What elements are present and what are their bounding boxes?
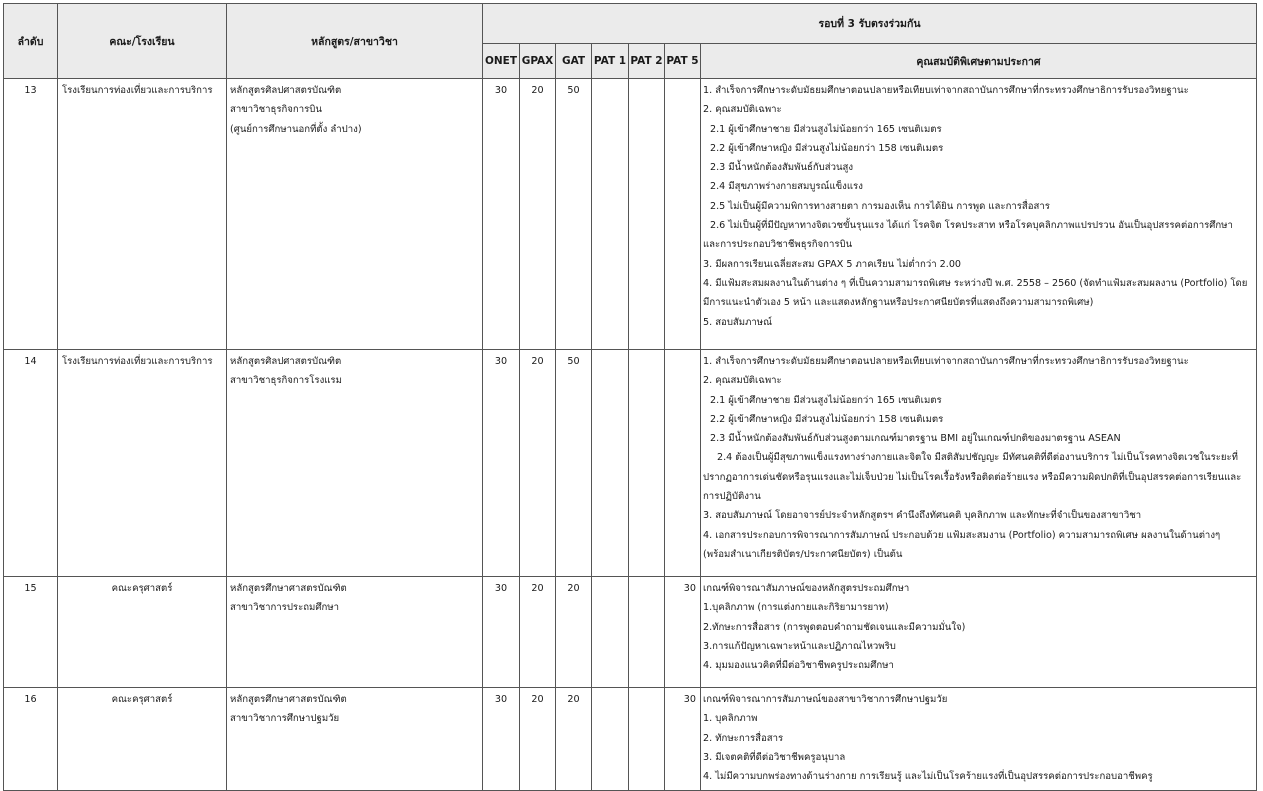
qualification-line: 2.6 ไม่เป็นผู้ที่มีปัญหาทางจิตเวชขั้นรุนแรง ได้แก่ โรคจิต โรคประสาท หรือโรคบุคลิกภาพแปรปรวน อันเป็นอุปสรรคต่อการศึกษาและการประกอบวิชาชีพธุรกิจการบิน xyxy=(703,220,1233,251)
score-gpax: 20 xyxy=(520,350,556,577)
score-pat5: 30 xyxy=(665,577,701,688)
score-gpax: 20 xyxy=(520,79,556,350)
table-row xyxy=(4,350,1257,577)
qualification-line: 4. ไม่มีความบกพร่องทางด้านร่างกาย การเรียนรู้ และไม่เป็นโรคร้ายแรงที่เป็นอุปสรรคต่อการประกอบอาชีพครู xyxy=(703,771,1153,783)
qualification-line: 2.5 ไม่เป็นผู้มีความพิการทางสายตา การมองเห็น การได้ยิน การพูด และการสื่อสาร xyxy=(710,200,1050,212)
row-qualifications xyxy=(701,350,1257,577)
score-gat: 20 xyxy=(556,688,592,791)
score-pat5 xyxy=(665,79,701,350)
header-program: หลักสูตร/สาขาวิชา xyxy=(227,4,483,79)
table-row xyxy=(4,688,1257,791)
program-line: สาขาวิชาธุรกิจการโรงแรม xyxy=(230,375,342,387)
row-qualifications xyxy=(701,79,1257,350)
qualification-line: 2.2 ผู้เข้าศึกษาหญิง มีส่วนสูงไม่น้อยกว่า 158 เซนติเมตร xyxy=(710,413,944,425)
row-program xyxy=(227,577,483,688)
program-line: หลักสูตรศิลปศาสตรบัณฑิต xyxy=(230,85,342,96)
program-line: หลักสูตรศิลปศาสตรบัณฑิต xyxy=(230,356,342,367)
qualification-line: 3. มีผลการเรียนเฉลี่ยสะสม GPAX 5 ภาคเรียน ไม่ต่ำกว่า 2.00 xyxy=(703,258,962,270)
qualification-line: 2.ทักษะการสื่อสาร (การพูดตอบคำถามชัดเจนและมีความมั่นใจ) xyxy=(703,621,966,633)
qualification-line: 2.3 มีน้ำหนักต้องสัมพันธ์กับส่วนสูง xyxy=(710,162,854,174)
score-onet: 30 xyxy=(483,577,520,688)
qualification-line: 3. มีเจตคติที่ดีต่อวิชาชีพครูอนุบาล xyxy=(703,751,846,763)
header-faculty: คณะ/โรงเรียน xyxy=(58,4,227,79)
row-program xyxy=(227,688,483,791)
score-pat1 xyxy=(592,688,629,791)
program-line: สาขาวิชาการศึกษาปฐมวัย xyxy=(230,713,340,725)
admission-table xyxy=(3,3,1257,791)
header-score-onet: ONET xyxy=(483,44,520,79)
qualification-line: 5. สอบสัมภาษณ์ xyxy=(703,316,773,328)
qualification-line: 2. ทักษะการสื่อสาร xyxy=(703,732,784,744)
score-pat2 xyxy=(629,79,665,350)
qualification-line: 1. สำเร็จการศึกษาระดับมัธยมศึกษาตอนปลายหรือเทียบเท่าจากสถาบันการศึกษาที่กระทรวงศึกษาธิการรับรองวิทยฐานะ xyxy=(703,356,1189,367)
row-qualifications xyxy=(701,688,1257,791)
score-onet: 30 xyxy=(483,350,520,577)
program-line: หลักสูตรศึกษาศาสตรบัณฑิต xyxy=(230,583,347,594)
qualification-line: 3. สอบสัมภาษณ์ โดยอาจารย์ประจำหลักสูตรฯ คำนึงถึงทัศนคติ บุคลิกภาพ และทักษะที่จำเป็นของสาขาวิชา xyxy=(703,510,1142,522)
qualification-line: เกณฑ์พิจารณาสัมภาษณ์ของหลักสูตรประถมศึกษา xyxy=(703,583,910,594)
program-line: สาขาวิชาธุรกิจการบิน xyxy=(230,104,322,116)
header-round: รอบที่ 3 รับตรงร่วมกัน xyxy=(483,4,1257,44)
qualification-line: 4. มีแฟ้มสะสมผลงานในด้านต่าง ๆ ที่เป็นความสามารถพิเศษ ระหว่างปี พ.ศ. 2558 – 2560 (จัดทำแฟ้มสะสมผลงาน (Portfolio) โดยมีการแนะนำตัวเอง 5 หน้า และแสดงหลักฐานหรือประกาศนียบัตรที่แสดงถึงความสามารถพิเศษ) xyxy=(703,277,1248,309)
qualification-line: 2. คุณสมบัติเฉพาะ xyxy=(703,104,782,116)
row-faculty: โรงเรียนการท่องเที่ยวและการบริการ xyxy=(58,79,227,350)
header-qualifications: คุณสมบัติพิเศษตามประกาศ xyxy=(701,44,1257,79)
row-qualifications xyxy=(701,577,1257,688)
row-seq: 15 xyxy=(4,577,58,688)
score-pat5: 30 xyxy=(665,688,701,791)
score-pat5 xyxy=(665,350,701,577)
score-pat1 xyxy=(592,79,629,350)
qualification-line: เกณฑ์พิจารณาการสัมภาษณ์ของสาขาวิชาการศึกษาปฐมวัย xyxy=(703,694,948,705)
score-onet: 30 xyxy=(483,688,520,791)
qualification-line: 1.บุคลิกภาพ (การแต่งกายและกิริยามารยาท) xyxy=(703,602,889,614)
score-pat1 xyxy=(592,350,629,577)
table-row xyxy=(4,79,1257,350)
qualification-line: 2.2 ผู้เข้าศึกษาหญิง มีส่วนสูงไม่น้อยกว่า 158 เซนติเมตร xyxy=(710,142,944,154)
qualification-line: 2.3 มีน้ำหนักต้องสัมพันธ์กับส่วนสูงตามเกณฑ์มาตรฐาน BMI อยู่ในเกณฑ์ปกติของมาตรฐาน ASEAN xyxy=(710,433,1121,445)
score-gpax: 20 xyxy=(520,577,556,688)
score-gat: 50 xyxy=(556,350,592,577)
header-seq: ลำดับ xyxy=(4,4,58,79)
row-seq: 14 xyxy=(4,350,58,577)
score-pat1 xyxy=(592,577,629,688)
row-faculty: คณะครุศาสตร์ xyxy=(58,688,227,791)
program-line: สาขาวิชาการประถมศึกษา xyxy=(230,602,339,614)
score-gat: 20 xyxy=(556,577,592,688)
score-gat: 50 xyxy=(556,79,592,350)
qualification-line: 4. มุมมองแนวคิดที่มีต่อวิชาชีพครูประถมศึกษา xyxy=(703,660,894,672)
row-faculty: โรงเรียนการท่องเที่ยวและการบริการ xyxy=(58,350,227,577)
score-pat2 xyxy=(629,577,665,688)
qualification-line: 2.1 ผู้เข้าศึกษาชาย มีส่วนสูงไม่น้อยกว่า 165 เซนติเมตร xyxy=(710,394,942,406)
qualification-line: 4. เอกสารประกอบการพิจารณาการสัมภาษณ์ ประกอบด้วย แฟ้มสะสมงาน (Portfolio) ความสามารถพิเศษ ผลงานในด้านต่างๆ (พร้อมสำเนาเกียรติบัตร/ประกาศนียบัตร) เป็นต้น xyxy=(703,529,1221,560)
header-score-gpax: GPAX xyxy=(520,44,556,79)
header-score-pat5: PAT 5 xyxy=(665,44,701,79)
table-header xyxy=(4,4,1257,79)
score-onet: 30 xyxy=(483,79,520,350)
program-line: หลักสูตรศึกษาศาสตรบัณฑิต xyxy=(230,694,347,705)
row-seq: 16 xyxy=(4,688,58,791)
program-line: (ศูนย์การศึกษานอกที่ตั้ง ลำปาง) xyxy=(230,123,362,135)
qualification-line: 3.การแก้ปัญหาเฉพาะหน้าและปฏิภาณไหวพริบ xyxy=(703,640,896,652)
qualification-line: 1. สำเร็จการศึกษาระดับมัธยมศึกษาตอนปลายหรือเทียบเท่าจากสถาบันการศึกษาที่กระทรวงศึกษาธิการรับรองวิทยฐานะ xyxy=(703,85,1189,96)
qualification-line: 2. คุณสมบัติเฉพาะ xyxy=(703,375,782,387)
qualification-line: 2.1 ผู้เข้าศึกษาชาย มีส่วนสูงไม่น้อยกว่า 165 เซนติเมตร xyxy=(710,123,942,135)
header-score-gat: GAT xyxy=(556,44,592,79)
score-pat2 xyxy=(629,350,665,577)
row-faculty: คณะครุศาสตร์ xyxy=(58,577,227,688)
table-row xyxy=(4,577,1257,688)
qualification-line: 2.4 มีสุขภาพร่างกายสมบูรณ์แข็งแรง xyxy=(710,181,863,193)
header-score-pat2: PAT 2 xyxy=(629,44,665,79)
row-seq: 13 xyxy=(4,79,58,350)
qualification-line: 1. บุคลิกภาพ xyxy=(703,713,758,725)
header-score-pat1: PAT 1 xyxy=(592,44,629,79)
row-program xyxy=(227,79,483,350)
row-program xyxy=(227,350,483,577)
qualification-line: 2.4 ต้องเป็นผู้มีสุขภาพแข็งแรงทางร่างกายและจิตใจ มีสติสัมปชัญญะ มีทัศนคติที่ดีต่องานบริการ ไม่เป็นโรคทางจิตเวชในระยะที่ปรากฏอาการเด่นชัดหรือรุนแรงและไม่เจ็บป่วย ไม่เป็นโรคเรื้อรังหรือติดต่อร้ายแรง หรือมีความผิดปกติที่เป็นอุปสรรคต่อการเรียนและการปฏิบัติงาน xyxy=(703,452,1242,503)
score-pat2 xyxy=(629,688,665,791)
score-gpax: 20 xyxy=(520,688,556,791)
